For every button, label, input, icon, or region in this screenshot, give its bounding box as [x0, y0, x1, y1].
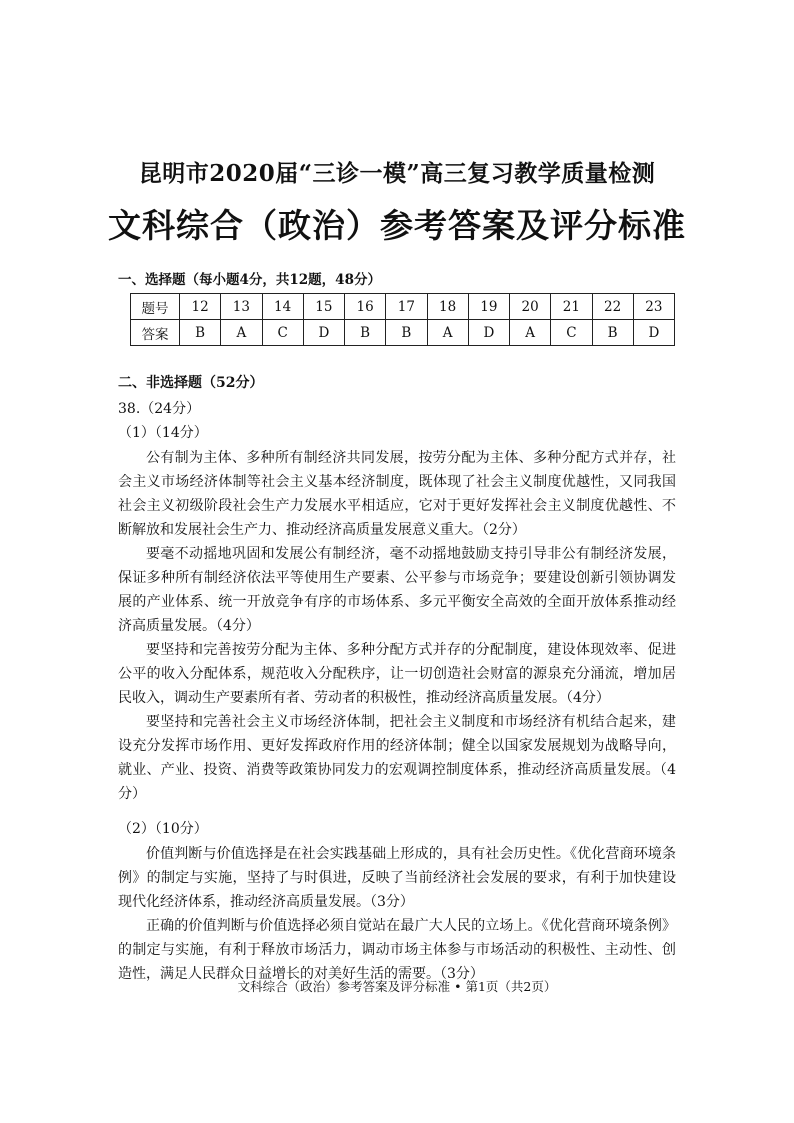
- answer-cell: B: [180, 320, 221, 346]
- answer-paragraph: 公有制为主体、多种所有制经济共同发展，按劳分配为主体、多种分配方式并存，社会主义市场经济体制等社会主义基本经济制度，既体现了社会主义制度优越性，又同我国社会主义初级阶段社会生产力发展水平相适应，它对于更好发挥社会主义制度优越性、不断解放和发展社会生产力、推动经济高质量发展意义重大。（2分）: [118, 450, 676, 538]
- answer-table: [130, 293, 675, 346]
- answer-paragraph: 要坚持和完善按劳分配为主体、多种分配方式并存的分配制度，建设体现效率、促进公平的收入分配体系，规范收入分配秩序，让一切创造社会财富的源泉充分涌流，增加居民收入，调动生产要素所有者、劳动者的积极性，推动经济高质量发展。（4分）: [118, 642, 676, 706]
- answer-cell: C: [262, 320, 303, 346]
- question-number: 14: [262, 294, 303, 320]
- answer-row: [131, 320, 675, 346]
- answer-cell: B: [386, 320, 427, 346]
- question-number: 19: [468, 294, 509, 320]
- question-number: 21: [551, 294, 592, 320]
- question-number: 13: [221, 294, 262, 320]
- document-title: 文科综合（政治）参考答案及评分标准: [108, 206, 686, 245]
- row-label-number: 题号: [131, 294, 180, 320]
- answer-cell: D: [468, 320, 509, 346]
- section1-heading: 一、选择题（每小题4分，共12题，48分）: [118, 272, 381, 288]
- answer-cell: A: [221, 320, 262, 346]
- answer-paragraph: 要坚持和完善社会主义市场经济体制，把社会主义制度和市场经济有机结合起来，建设充分发挥市场作用、更好发挥政府作用的经济体制；健全以国家发展规划为战略导向，就业、产业、投资、消费等政策协同发力的宏观调控制度体系，推动经济高质量发展。（4分）: [118, 714, 676, 802]
- page-footer: 文科综合（政治）参考答案及评分标准 • 第1页（共2页）: [237, 979, 557, 994]
- answer-cell: D: [303, 320, 344, 346]
- question-number: 12: [180, 294, 221, 320]
- answer-cell: A: [510, 320, 551, 346]
- question-number: 15: [303, 294, 344, 320]
- part1-label: （1）（14分）: [118, 425, 208, 441]
- question-number: 18: [427, 294, 468, 320]
- answer-paragraph: 价值判断与价值选择是在社会实践基础上形成的，具有社会历史性。《优化营商环境条例》的制定与实施，坚持了与时俱进，反映了当前经济社会发展的要求，有利于加快建设现代化经济体系，推动经济高质量发展。（3分）: [118, 846, 676, 910]
- row-label-answer: 答案: [131, 320, 180, 346]
- question-number-row: [131, 294, 675, 320]
- question-38-label: 38.（24分）: [118, 401, 201, 417]
- question-number: 23: [633, 294, 674, 320]
- answer-cell: B: [345, 320, 386, 346]
- question-number: 20: [510, 294, 551, 320]
- exam-title: 昆明市2020届“三诊一模”高三复习教学质量检测: [138, 160, 656, 187]
- answer-cell: D: [633, 320, 674, 346]
- question-number: 22: [592, 294, 633, 320]
- answer-cell: A: [427, 320, 468, 346]
- section2-heading: 二、非选择题（52分）: [118, 375, 264, 391]
- answer-cell: C: [551, 320, 592, 346]
- answer-paragraph: 正确的价值判断与价值选择必须自觉站在最广大人民的立场上。《优化营商环境条例》的制定与实施，有利于释放市场活力，调动市场主体参与市场活动的积极性、主动性、创造性，满足人民群众日益增长的对美好生活的需要。（3分）: [118, 918, 676, 982]
- answer-cell: B: [592, 320, 633, 346]
- question-number: 17: [386, 294, 427, 320]
- question-number: 16: [345, 294, 386, 320]
- answer-paragraph: 要毫不动摇地巩固和发展公有制经济，毫不动摇地鼓励支持引导非公有制经济发展，保证多种所有制经济依法平等使用生产要素、公平参与市场竞争；要建设创新引领协调发展的产业体系、统一开放竞争有序的市场体系、多元平衡安全高效的全面开放体系推动经济高质量发展。（4分）: [118, 546, 676, 634]
- part2-label: （2）（10分）: [118, 821, 208, 837]
